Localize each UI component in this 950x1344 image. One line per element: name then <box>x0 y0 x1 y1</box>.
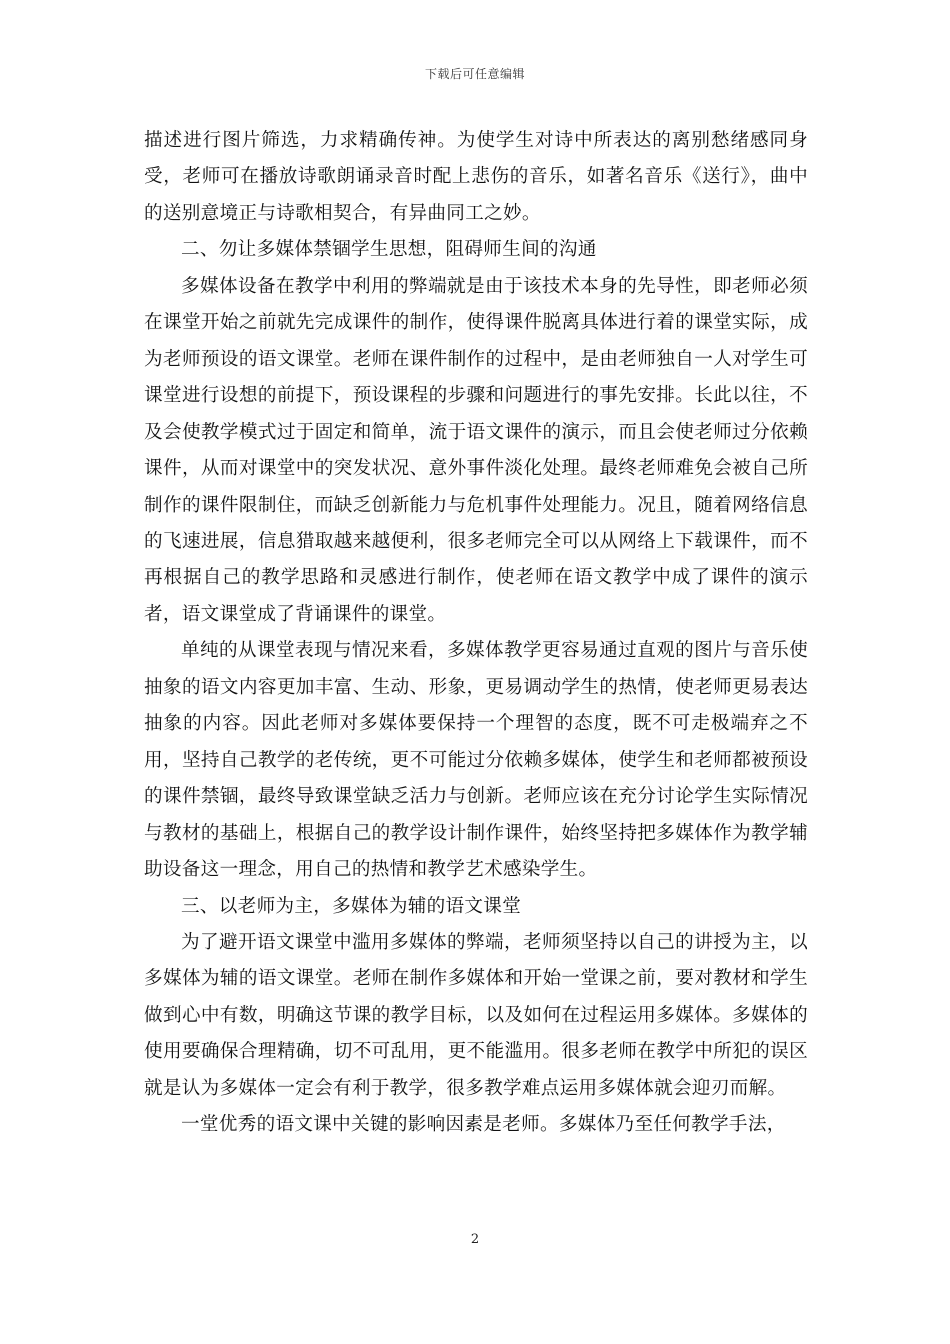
section-heading-3: 三、以老师为主，多媒体为辅的语文课堂 <box>181 895 522 917</box>
page-header: 下载后可任意编辑 <box>424 67 525 81</box>
body-text <box>144 123 808 1144</box>
section-heading-2: 二、勿让多媒体禁锢学生思想，阻碍师生间的沟通 <box>181 239 597 261</box>
paragraph: 一堂优秀的语文课中关键的影响因素是老师。多媒体乃至任何教学手法， <box>181 1114 786 1136</box>
page-number: 2 <box>470 1232 480 1247</box>
paragraph: 单纯的从课堂表现与情况来看，多媒体教学更容易通过直观的图片与音乐使抽象的语文内容更加丰富、生动、形象，更易调动学生的热情，使老师更易表达抽象的内容。因此老师对多媒体要保持一个理智的态度，既不可走极端弃之不用，坚持自己教学的老传统，更不可能过分依赖多媒体，使学生和老师都被预设的课件禁锢，最终导致课堂缺乏活力与创新。老师应该在充分讨论学生实际情况与教材的基础上，根据自己的教学设计制作课件，始终坚持把多媒体作为教学辅助设备这一理念，用自己的热情和教学艺术感染学生。 <box>144 640 808 881</box>
paragraph-continuation: 描述进行图片筛选，力求精确传神。为使学生对诗中所表达的离别愁绪感同身受，老师可在播放诗歌朗诵录音时配上悲伤的音乐，如著名音乐《送行》，曲中的送别意境正与诗歌相契合，有异曲同工之妙。 <box>144 130 808 224</box>
paragraph: 为了避开语文课堂中滥用多媒体的弊端，老师须坚持以自己的讲授为主，以多媒体为辅的语文课堂。老师在制作多媒体和开始一堂课之前，要对教材和学生做到心中有数，明确这节课的教学目标，以及如何在过程运用多媒体。多媒体的使用要确保合理精确，切不可乱用，更不能滥用。很多老师在教学中所犯的误区就是认为多媒体一定会有利于教学，很多教学难点运用多媒体就会迎刃而解。 <box>144 931 808 1099</box>
paragraph: 多媒体设备在教学中利用的弊端就是由于该技术本身的先导性，即老师必须在课堂开始之前就先完成课件的制作，使得课件脱离具体进行着的课堂实际，成为老师预设的语文课堂。老师在课件制作的过程中，是由老师独自一人对学生可课堂进行设想的前提下，预设课程的步骤和问题进行的事先安排。长此以往，不及会使教学模式过于固定和简单，流于语文课件的演示，而且会使老师过分依赖课件，从而对课堂中的突发状况、意外事件淡化处理。最终老师难免会被自己所制作的课件限制住，而缺乏创新能力与危机事件处理能力。况且，随着网络信息的飞速进展，信息猎取越来越便利，很多老师完全可以从网络上下载课件，而不再根据自己的教学思路和灵感进行制作，使老师在语文教学中成了课件的演示者，语文课堂成了背诵课件的课堂。 <box>144 275 808 625</box>
